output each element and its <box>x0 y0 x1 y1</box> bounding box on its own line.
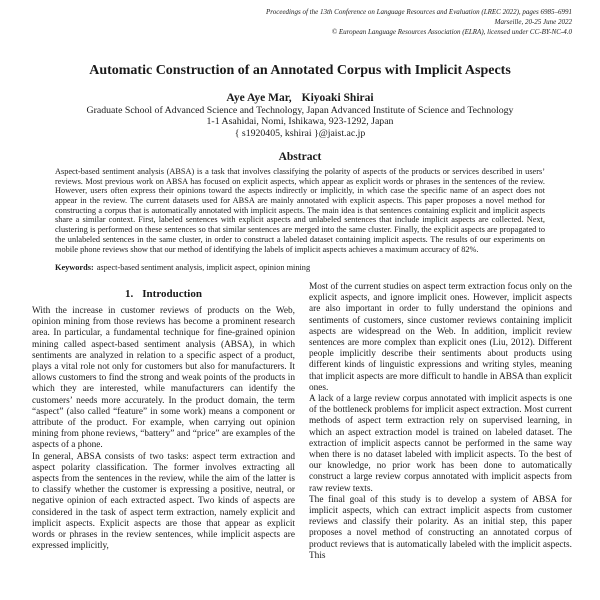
intro-paragraph-1: With the increase in customer reviews of products on the Web, opinion mining from those reviews has become a prominent research area. In particular, a fundamental technique for fine-grained opinion mining called aspect-based sentiment analysis (ABSA), in which sentiments are analyzed in relation to a specific aspect of a product, plays a vital role not only for customers but also for manufacturers. It allows customers to find the strong and weak points of the products in which they are interested, while manufacturers can identify the customers’ needs more accurately. In the product domain, the term “aspect” (also called “feature” in some work) means a component or attribute of the product. For example, when carrying out opinion mining from phone reviews, “battery” and “price” are examples of the aspects of a phone. <box>32 305 295 451</box>
keywords-label: Keywords: <box>55 263 94 273</box>
author-name-2: Kiyoaki Shirai <box>301 92 374 104</box>
intro-paragraph-5: The final goal of this study is to develop a system of ABSA for implicit aspects, which can extract implicit aspects from customer reviews and classify their polarity. As an initial step, this paper proposes a novel method of constructing an annotated corpus of product reviews that is automatically labeled with the implicit aspects. This <box>309 494 572 561</box>
affiliation-email: { s1920405, kshirai }@jaist.ac.jp <box>234 127 366 139</box>
left-column <box>32 282 295 562</box>
intro-paragraph-2: In general, ABSA consists of two tasks: aspect term extraction and aspect polarity classification. The former involves extracting all aspects from the sentences in the review, while the aim of the latter is to classify whether the customer is expressing a positive, neutral, or negative opinion of each extracted aspect. Two kinds of aspects are considered in the task of aspect term extraction, namely explicit and implicit aspects. Explicit aspects are those that appear as explicit words or phrases in the review sentences, while implicit aspects are expressed implicitly, <box>32 451 295 552</box>
intro-paragraph-4: A lack of a large review corpus annotated with implicit aspects is one of the bottleneck problems for implicit aspect extraction. Most current methods of aspect term extraction rely on supervised learning, in which an aspect extraction model is trained on labeled dataset. The extraction of implicit aspects cannot be performed in the same way when there is no dataset labeled with implicit aspects. To the best of our knowledge, no prior work has been done to automatically construct a large review corpus annotated with implicit aspects from raw review texts. <box>309 393 572 494</box>
two-column-body <box>0 282 600 562</box>
section-number: 1. <box>125 287 134 300</box>
proceedings-venue-line: Marseille, 20-25 June 2022 <box>494 18 572 26</box>
proceedings-citation-line: Proceedings of the 13th Conference on Language Resources and Evaluation (LREC 2022), pages 6985–6991 <box>265 8 572 16</box>
section-title: Introduction <box>142 287 202 300</box>
affiliation-address: 1-1 Asahidai, Nomi, Ishikawa, 923-1292, Japan <box>206 116 394 128</box>
proceedings-header <box>266 7 572 37</box>
paper-title: Automatic Construction of an Annotated Corpus with Implicit Aspects <box>89 63 511 78</box>
intro-paragraph-3: Most of the current studies on aspect term extraction focus only on the explicit aspects, and ignore implicit ones. However, implicit aspects are also important in order to fully understand the opinions and sentiments of customers, since customer reviews containing implicit aspects are widespread on the Web. In addition, implicit review sentences are more complex than explicit ones (Liu, 2012). Different people implicitly describe their sentiments about products using different kinds of linguistic expressions and writing styles, meaning that implicit aspects are more difficult to handle in ABSA than explicit ones. <box>309 281 572 393</box>
author-list <box>0 92 600 105</box>
section-heading-introduction <box>32 282 295 306</box>
keywords-line <box>55 263 545 273</box>
proceedings-license-line: © European Language Resources Association (ELRA), licensed under CC-BY-NC-4.0 <box>331 28 572 36</box>
abstract-heading: Abstract <box>278 150 322 163</box>
author-name-1: Aye Aye Mar, <box>226 92 292 104</box>
keywords-text: aspect-based sentiment analysis, implicit aspect, opinion mining <box>96 263 311 273</box>
affiliation-institution: Graduate School of Advanced Science and Technology, Japan Advanced Institute of Science and Technology <box>86 105 514 116</box>
right-column <box>309 282 572 562</box>
abstract-text: Aspect-based sentiment analysis (ABSA) is a task that involves classifying the polarity of aspects of the products or services described in users’ reviews. Most previous work on ABSA has focused on explicit aspects, which appear as explicit words or phrases in the sentences of the review. However, users often express their opinions toward the aspects indirectly or implicitly, in which case the specific name of an aspect does not appear in the review. The current datasets used for ABSA are mainly annotated with explicit aspects. This paper proposes a novel method for constructing a corpus that is automatically annotated with implicit aspects. The main idea is that sentences containing explicit and implicit aspects share a similar context. First, labeled sentences with explicit aspects and unlabeled sentences that include implicit aspects are collected. Next, clustering is performed on these sentences so that similar sentences are merged into the same cluster. Finally, the explicit aspects are propagated to the unlabeled sentences in the same cluster, in order to construct a labeled dataset containing implicit aspects. The results of our experiments on mobile phone reviews show that our method of identifying the labels of implicit aspects achieves a maximum accuracy of 82%. <box>55 166 545 254</box>
